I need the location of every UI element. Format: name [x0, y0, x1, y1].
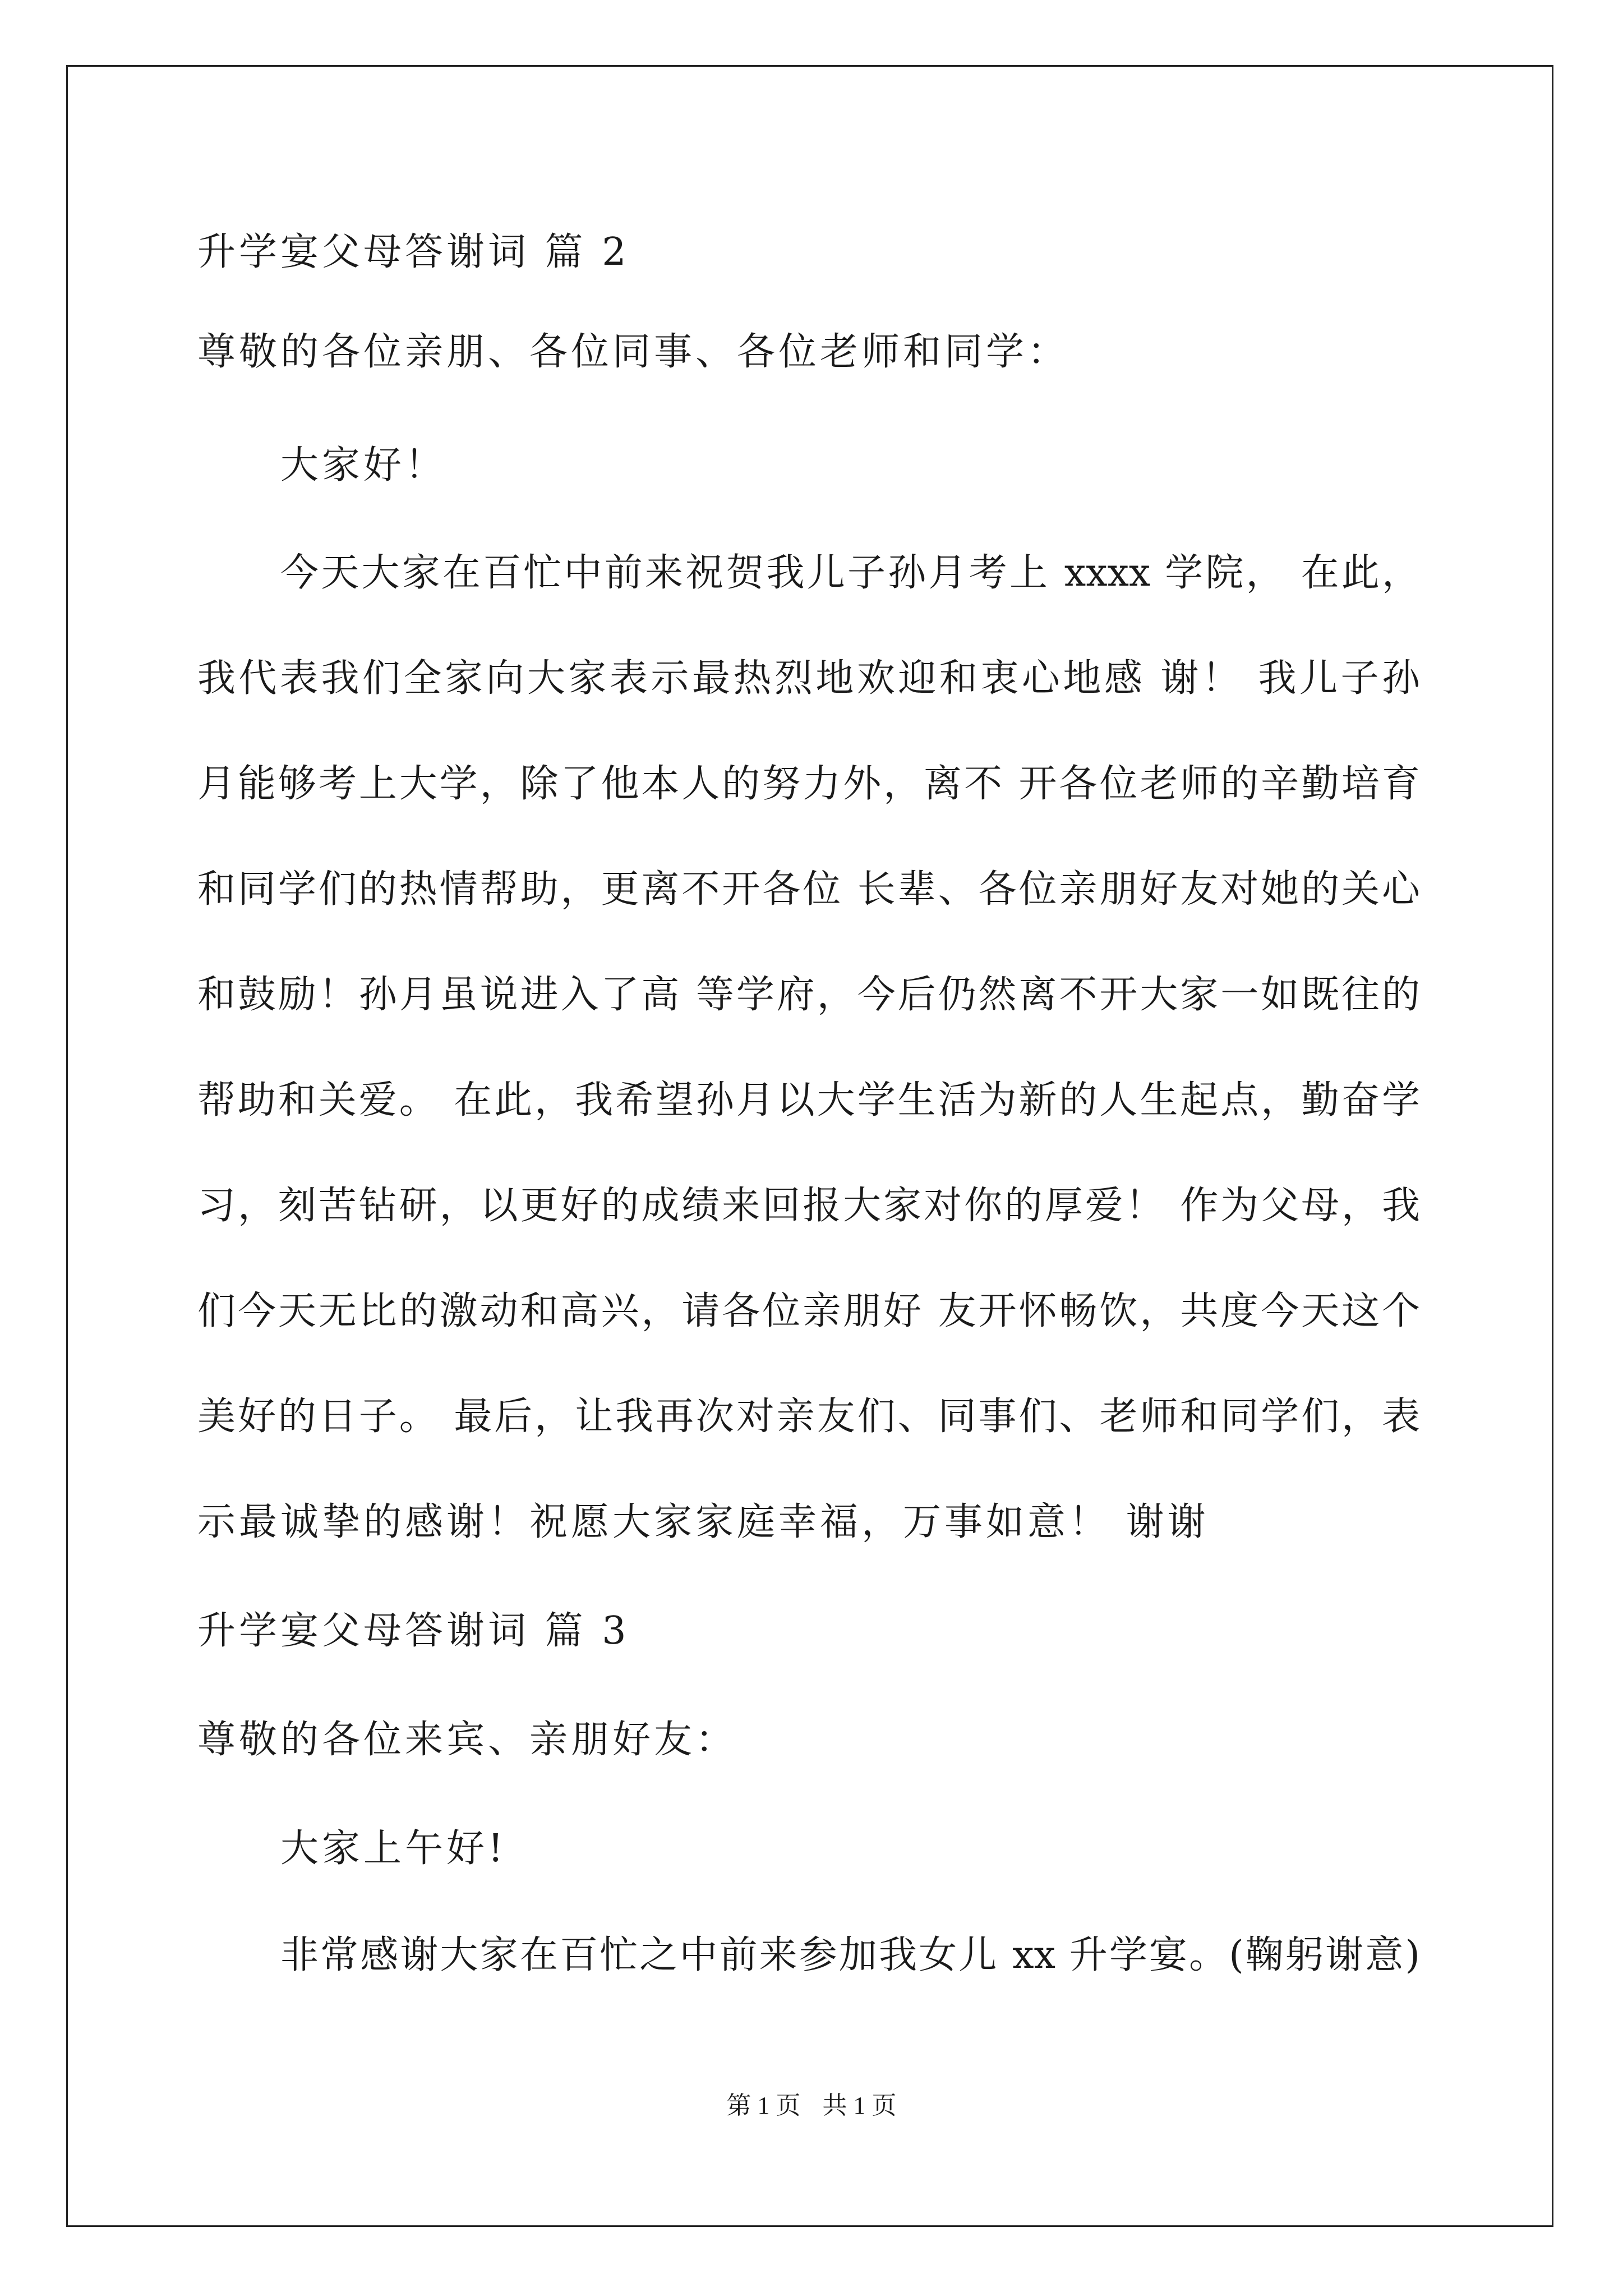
- section-2-body-line: 美好的日子。 最后，让我再次对亲友们、同事们、老师和同学们，表: [197, 1395, 1420, 1439]
- section-3-body-line: 非常感谢大家在百忙之中前来参加我女儿 xx 升学宴。(鞠躬谢意): [280, 1933, 1420, 1977]
- page-number-current: 第 1 页: [726, 2092, 801, 2119]
- section-3-greeting: 大家上午好!: [280, 1826, 507, 1871]
- page-border: [66, 65, 1553, 2227]
- section-2-body-line: 今天大家在百忙中前来祝贺我儿子孙月考上 xxxx 学院， 在此，: [280, 551, 1420, 595]
- section-2-body-line: 月能够考上大学，除了他本人的努力外，离不 开各位老师的辛勤培育: [197, 762, 1420, 806]
- section-2-heading: 升学宴父母答谢词 篇 2: [197, 230, 630, 274]
- section-2-body-line: 帮助和关爱。 在此，我希望孙月以大学生活为新的人生起点，勤奋学: [197, 1078, 1420, 1122]
- section-2-body-line: 我代表我们全家向大家表示最热烈地欢迎和衷心地感 谢！ 我儿子孙: [197, 656, 1420, 701]
- page-footer: [0, 2090, 1623, 2122]
- section-3-heading: 升学宴父母答谢词 篇 3: [197, 1609, 630, 1653]
- page-number-total: 共 1 页: [822, 2092, 897, 2119]
- section-2-greeting: 大家好！: [280, 443, 447, 487]
- section-2-body-line: 习，刻苦钻研，以更好的成绩来回报大家对你的厚爱！ 作为父母，我: [197, 1184, 1420, 1228]
- section-2-body-line: 示最诚挚的感谢！祝愿大家家庭幸福，万事如意！ 谢谢: [197, 1500, 1209, 1544]
- section-2-salutation: 尊敬的各位亲朋、各位同事、各位老师和同学：: [197, 330, 1069, 374]
- section-3-salutation: 尊敬的各位来宾、亲朋好友：: [197, 1718, 737, 1762]
- section-2-body-line: 和鼓励！孙月虽说进入了高 等学府，今后仍然离不开大家一如既往的: [197, 973, 1420, 1017]
- section-2-body-line: 们今天无比的激动和高兴，请各位亲朋好 友开怀畅饮，共度今天这个: [197, 1289, 1420, 1333]
- section-2-body-line: 和同学们的热情帮助，更离不开各位 长辈、各位亲朋好友对她的关心: [197, 867, 1420, 912]
